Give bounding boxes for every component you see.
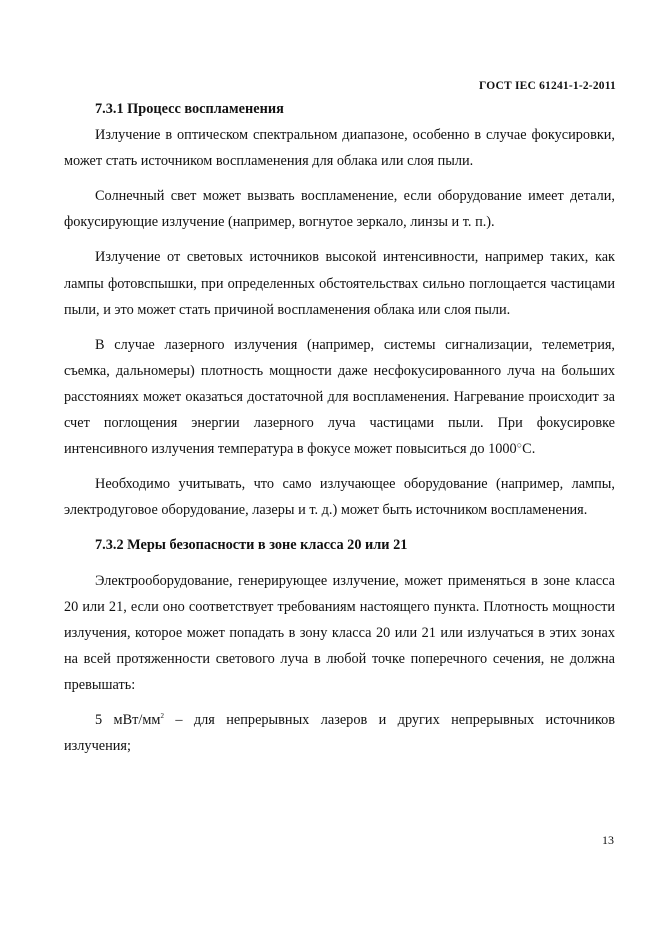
section-heading-7-3-2: 7.3.2 Меры безопасности в зоне класса 20 или 21 bbox=[95, 537, 408, 554]
paragraph-laser bbox=[64, 332, 615, 462]
power-limit-value: 5 мВт/мм bbox=[95, 711, 161, 728]
paragraph: Излучение в оптическом спектральном диапазоне, особенно в случае фокусировки, может стать источником воспламенения для облака или слоя пыли. bbox=[64, 127, 615, 170]
degree-symbol: ○ bbox=[516, 440, 523, 451]
temperature-unit: С. bbox=[522, 441, 536, 458]
paragraph: Солнечный свет может вызвать воспламенение, если оборудование имеет детали, фокусирующие излучение (например, вогнутое зеркало, линзы и т. п.). bbox=[64, 188, 615, 231]
paragraph-power-limit bbox=[64, 707, 615, 759]
paragraph-text: В случае лазерного излучения (например, системы сигнализации, телеметрия, съемка, дальномеры) плотность мощности даже несфокусированного луча на больших расстояниях может оказаться достаточной для воспламенения. Нагревание происходит за счет поглощения энергии лазерного луча частицами пыли. При фокусировке интенсивного излучения температура в фокусе может повыситься до 1000 bbox=[64, 336, 615, 458]
page-number: 13 bbox=[602, 833, 614, 847]
superscript: 2 bbox=[160, 711, 164, 720]
power-limit-text: – для непрерывных лазеров и других непрерывных источников излучения; bbox=[64, 711, 616, 755]
paragraph: Электрооборудование, генерирующее излучение, может применяться в зоне класса 20 или 21, если оно соответствует требованиям настоящего пункта. Плотность мощности излучения, которое может попадать в зону класса 20 или 21 или излучаться в этих зонах на всей протяженности светового луча в любой точке поперечного сечения, не должна превышать: bbox=[64, 572, 615, 693]
section-heading-7-3-1: 7.3.1 Процесс воспламенения bbox=[95, 101, 284, 117]
paragraph: Необходимо учитывать, что само излучающее оборудование (например, лампы, электродуговое оборудование, лазеры и т. д.) может быть источником воспламенения. bbox=[64, 476, 615, 519]
paragraph: Излучение от световых источников высокой интенсивности, например таких, как лампы фотовспышки, при определенных обстоятельствах сильно поглощается частицами пыли, и это может стать причиной воспламенения облака или слоя пыли. bbox=[64, 249, 615, 318]
document-header: ГОСТ IEC 61241-1-2-2011 bbox=[479, 80, 616, 92]
document-body bbox=[64, 96, 615, 759]
